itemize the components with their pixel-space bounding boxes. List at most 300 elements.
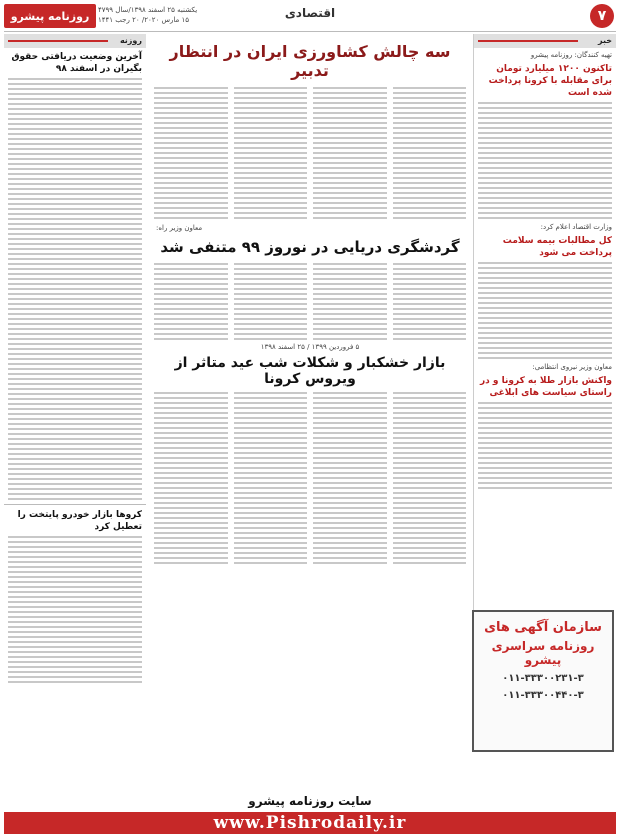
text-line (478, 467, 612, 469)
text-line (8, 383, 142, 385)
text-line (313, 412, 387, 414)
text-line (313, 102, 387, 104)
text-line (8, 551, 142, 553)
text-line (313, 202, 387, 204)
text-line (8, 313, 142, 315)
text-line (8, 263, 142, 265)
news-headline: تاکنون ۱۲۰۰ میلیارد تومان برای مقابله با کرونا پرداخت شده است (488, 64, 612, 98)
text-line (8, 403, 142, 405)
text-line (8, 318, 142, 320)
text-line (154, 547, 228, 549)
text-line (478, 212, 612, 214)
text-line (313, 263, 387, 265)
text-line (393, 522, 467, 524)
text-line (234, 273, 308, 275)
text-line (313, 112, 387, 114)
text-line (478, 327, 612, 329)
text-line (234, 512, 308, 514)
text-line (234, 467, 308, 469)
text-line (8, 293, 142, 295)
text-line (154, 517, 228, 519)
text-line (393, 432, 467, 434)
text-line (393, 167, 467, 169)
text-line (313, 142, 387, 144)
text-line (154, 117, 228, 119)
text-line (393, 502, 467, 504)
text-line (234, 187, 308, 189)
text-line (393, 527, 467, 529)
text-line (393, 482, 467, 484)
text-line (313, 482, 387, 484)
text-line (393, 557, 467, 559)
text-line (393, 288, 467, 290)
text-line (8, 463, 142, 465)
text-line (234, 167, 308, 169)
text-line (8, 253, 142, 255)
text-line (313, 432, 387, 434)
text-line (393, 323, 467, 325)
text-line (313, 487, 387, 489)
text-line (313, 427, 387, 429)
text-line (478, 462, 612, 464)
text-line (8, 233, 142, 235)
text-line (313, 288, 387, 290)
text-line (234, 402, 308, 404)
text-line (234, 422, 308, 424)
text-line (393, 333, 467, 335)
text-line (393, 313, 467, 315)
text-line (313, 107, 387, 109)
text-line (8, 193, 142, 195)
text-line (154, 338, 228, 340)
text-line (478, 457, 612, 459)
left-column-title: روزنه (119, 36, 142, 45)
text-line (393, 427, 467, 429)
text-line (313, 407, 387, 409)
text-line (8, 581, 142, 583)
text-line (393, 402, 467, 404)
text-line (393, 122, 467, 124)
text-line (154, 442, 228, 444)
text-line (154, 412, 228, 414)
text-line (478, 342, 612, 344)
text-line (8, 288, 142, 290)
text-line (234, 397, 308, 399)
text-line (478, 122, 612, 124)
text-line (393, 107, 467, 109)
text-line (8, 616, 142, 618)
text-line (313, 522, 387, 524)
text-line (154, 557, 228, 559)
text-line (234, 537, 308, 539)
text-line (8, 606, 142, 608)
text-line (8, 373, 142, 375)
text-line (393, 273, 467, 275)
text-line (8, 666, 142, 668)
text-line (313, 268, 387, 270)
text-line (234, 527, 308, 529)
text-column (234, 260, 308, 343)
text-line (8, 453, 142, 455)
text-line (393, 422, 467, 424)
text-line (393, 147, 467, 149)
text-line (8, 661, 142, 663)
text-line (478, 277, 612, 279)
text-line (313, 157, 387, 159)
text-line (393, 192, 467, 194)
text-line (8, 93, 142, 95)
text-line (234, 323, 308, 325)
text-line (393, 142, 467, 144)
text-line (8, 541, 142, 543)
text-line (8, 343, 142, 345)
text-line (478, 142, 612, 144)
text-line (8, 418, 142, 420)
text-line (313, 187, 387, 189)
text-line (154, 137, 228, 139)
text-line (313, 333, 387, 335)
text-line (313, 328, 387, 330)
text-line (154, 207, 228, 209)
left-second-body (8, 536, 142, 683)
text-line (154, 162, 228, 164)
text-line (313, 422, 387, 424)
text-line (393, 127, 467, 129)
text-line (478, 132, 612, 134)
text-line (393, 457, 467, 459)
text-line (478, 417, 612, 419)
text-line (478, 432, 612, 434)
text-line (8, 681, 142, 683)
text-line (154, 333, 228, 335)
text-line (154, 112, 228, 114)
text-line (393, 487, 467, 489)
text-line (478, 167, 612, 169)
text-line (154, 157, 228, 159)
text-line (234, 202, 308, 204)
text-line (393, 263, 467, 265)
text-line (154, 392, 228, 394)
text-line (154, 507, 228, 509)
text-line (234, 207, 308, 209)
text-line (8, 298, 142, 300)
text-line (8, 631, 142, 633)
text-line (313, 527, 387, 529)
text-line (154, 192, 228, 194)
text-line (154, 152, 228, 154)
text-line (313, 147, 387, 149)
text-line (8, 498, 142, 500)
text-line (234, 542, 308, 544)
text-line (393, 442, 467, 444)
text-line (8, 493, 142, 495)
text-line (393, 447, 467, 449)
text-line (8, 428, 142, 430)
text-line (234, 432, 308, 434)
text-line (154, 457, 228, 459)
article-credit: معاون وزیر راه: (156, 224, 203, 232)
text-line (234, 92, 308, 94)
ad-phone-2: ۰۱۱-۳۳۳۰۰۴۴۰-۳ (502, 690, 584, 701)
text-line (8, 128, 142, 130)
text-line (393, 97, 467, 99)
text-line (234, 152, 308, 154)
text-line (154, 477, 228, 479)
text-line (8, 596, 142, 598)
text-line (154, 432, 228, 434)
text-line (234, 487, 308, 489)
text-line (393, 397, 467, 399)
text-line (154, 97, 228, 99)
text-line (478, 442, 612, 444)
date-line-2: ۱۵ مارس ۲۰۲۰/ ۲۰ رجب ۱۴۴۱ (98, 16, 190, 24)
text-line (478, 147, 612, 149)
text-line (393, 298, 467, 300)
text-line (478, 322, 612, 324)
text-line (234, 507, 308, 509)
text-line (234, 142, 308, 144)
text-line (8, 108, 142, 110)
text-line (234, 197, 308, 199)
text-line (478, 207, 612, 209)
text-line (313, 532, 387, 534)
text-line (393, 452, 467, 454)
text-line (313, 447, 387, 449)
text-line (393, 532, 467, 534)
text-line (8, 646, 142, 648)
text-line (234, 127, 308, 129)
text-line (478, 177, 612, 179)
text-line (393, 512, 467, 514)
text-line (8, 168, 142, 170)
text-line (313, 278, 387, 280)
text-line (393, 318, 467, 320)
text-line (8, 148, 142, 150)
text-line (8, 443, 142, 445)
text-line (234, 472, 308, 474)
text-line (154, 323, 228, 325)
text-line (234, 117, 308, 119)
text-line (8, 408, 142, 410)
text-line (393, 293, 467, 295)
text-line (154, 172, 228, 174)
text-line (154, 437, 228, 439)
text-line (313, 192, 387, 194)
text-line (154, 497, 228, 499)
text-line (154, 122, 228, 124)
text-line (234, 532, 308, 534)
text-line (8, 676, 142, 678)
text-line (234, 502, 308, 504)
text-line (234, 557, 308, 559)
text-line (234, 338, 308, 340)
text-line (313, 472, 387, 474)
text-line (8, 566, 142, 568)
text-line (313, 397, 387, 399)
text-line (154, 293, 228, 295)
text-line (478, 357, 612, 359)
text-line (154, 313, 228, 315)
text-line (478, 297, 612, 299)
text-line (234, 447, 308, 449)
text-line (8, 103, 142, 105)
text-line (393, 207, 467, 209)
text-column (313, 389, 387, 567)
center-column (150, 34, 470, 806)
text-line (8, 143, 142, 145)
text-line (393, 112, 467, 114)
text-line (8, 483, 142, 485)
text-line (234, 293, 308, 295)
text-line (234, 392, 308, 394)
text-line (8, 458, 142, 460)
text-line (478, 292, 612, 294)
text-line (313, 207, 387, 209)
text-line (478, 282, 612, 284)
text-line (8, 586, 142, 588)
text-line (8, 413, 142, 415)
text-line (313, 97, 387, 99)
text-line (8, 571, 142, 573)
text-line (313, 212, 387, 214)
text-line (313, 562, 387, 564)
text-line (313, 437, 387, 439)
text-line (234, 482, 308, 484)
text-line (154, 318, 228, 320)
text-line (8, 178, 142, 180)
text-line (478, 107, 612, 109)
text-line (234, 278, 308, 280)
text-line (154, 167, 228, 169)
text-line (478, 162, 612, 164)
text-line (313, 417, 387, 419)
text-line (154, 127, 228, 129)
news-headline: واکنش بازار طلا به کرونا و در راستای سیاست های ابلاغی (479, 376, 612, 398)
ad-subtitle: روزنامه سراسری پیشرو (491, 639, 595, 667)
text-line (393, 497, 467, 499)
text-line (393, 338, 467, 340)
text-line (154, 402, 228, 404)
text-line (393, 202, 467, 204)
text-line (234, 522, 308, 524)
text-column (234, 389, 308, 567)
news-kicker: تهیه کنندگان: روزنامه پیشرو (530, 51, 612, 59)
column-separator (4, 504, 146, 505)
text-line (313, 392, 387, 394)
text-line (313, 477, 387, 479)
text-line (8, 158, 142, 160)
text-line (8, 656, 142, 658)
text-line (393, 547, 467, 549)
text-column (234, 84, 308, 222)
text-line (313, 217, 387, 219)
text-line (8, 651, 142, 653)
text-line (234, 137, 308, 139)
text-line (8, 113, 142, 115)
text-line (313, 92, 387, 94)
text-line (313, 338, 387, 340)
text-line (8, 198, 142, 200)
text-line (393, 562, 467, 564)
text-line (8, 561, 142, 563)
text-line (8, 98, 142, 100)
text-column (393, 260, 467, 343)
text-line (8, 338, 142, 340)
text-line (478, 202, 612, 204)
text-line (393, 437, 467, 439)
text-line (154, 502, 228, 504)
text-line (234, 313, 308, 315)
text-line (234, 452, 308, 454)
text-line (313, 537, 387, 539)
text-line (8, 78, 142, 80)
text-line (234, 303, 308, 305)
text-line (8, 243, 142, 245)
text-line (154, 308, 228, 310)
text-line (154, 217, 228, 219)
text-line (234, 182, 308, 184)
text-line (8, 438, 142, 440)
text-line (8, 671, 142, 673)
text-line (154, 537, 228, 539)
site-url[interactable]: www.Pishrodaily.ir (213, 813, 407, 833)
left-second-headline: کروها بازار خودرو پایتخت را تعطیل کرد (17, 510, 142, 532)
text-line (8, 258, 142, 260)
text-line (8, 626, 142, 628)
text-line (393, 177, 467, 179)
text-line (478, 112, 612, 114)
text-line (234, 147, 308, 149)
news-body (478, 262, 612, 359)
text-line (154, 397, 228, 399)
text-line (8, 203, 142, 205)
text-line (8, 536, 142, 538)
text-line (8, 328, 142, 330)
text-line (8, 88, 142, 90)
text-line (313, 442, 387, 444)
text-line (234, 87, 308, 89)
text-line (154, 102, 228, 104)
text-line (478, 312, 612, 314)
text-line (8, 283, 142, 285)
text-line (8, 576, 142, 578)
text-line (154, 303, 228, 305)
text-line (234, 268, 308, 270)
text-line (154, 467, 228, 469)
section-title: اقتصادی (284, 6, 336, 20)
text-line (8, 448, 142, 450)
text-line (478, 172, 612, 174)
text-line (8, 238, 142, 240)
text-line (154, 283, 228, 285)
text-line (154, 328, 228, 330)
text-line (154, 447, 228, 449)
text-line (8, 183, 142, 185)
text-line (234, 217, 308, 219)
text-line (154, 263, 228, 265)
text-line (8, 378, 142, 380)
text-line (313, 552, 387, 554)
text-line (154, 407, 228, 409)
text-line (478, 452, 612, 454)
advertising-box (472, 610, 614, 752)
text-line (234, 283, 308, 285)
text-line (8, 478, 142, 480)
text-line (478, 157, 612, 159)
text-line (478, 317, 612, 319)
text-line (8, 468, 142, 470)
text-line (154, 427, 228, 429)
